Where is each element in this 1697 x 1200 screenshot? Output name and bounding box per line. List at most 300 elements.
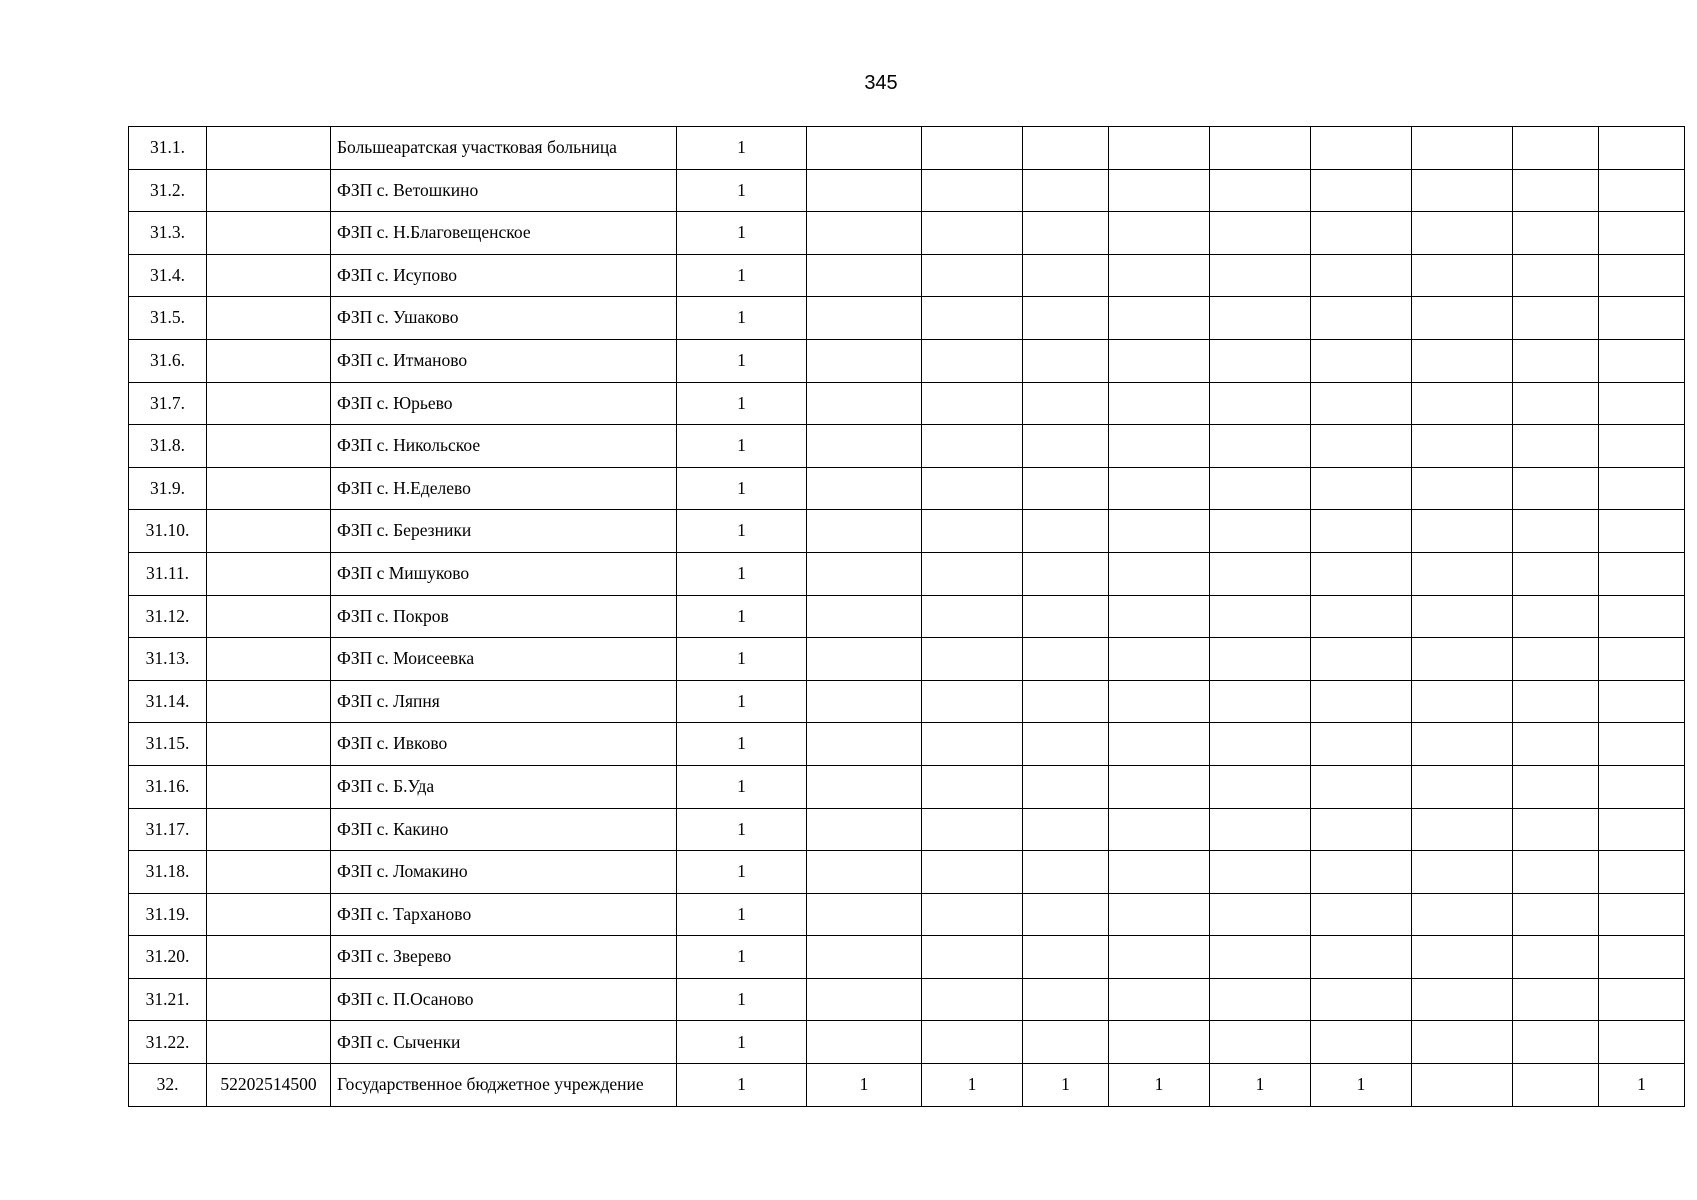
code-cell (207, 297, 331, 340)
value-cell (1513, 893, 1599, 936)
value-cell (1311, 467, 1412, 510)
value-cell (1023, 1021, 1109, 1064)
value-cell (1023, 638, 1109, 681)
value-cell (1109, 723, 1210, 766)
value-cell (922, 765, 1023, 808)
value-cell (1023, 425, 1109, 468)
value-cell (807, 552, 922, 595)
value-cell (1210, 1021, 1311, 1064)
row-number-cell: 31.18. (129, 851, 207, 894)
value-cell (1311, 1021, 1412, 1064)
value-cell (922, 893, 1023, 936)
row-number-cell: 31.4. (129, 254, 207, 297)
value-cell (807, 382, 922, 425)
value-cell (807, 212, 922, 255)
row-number-cell: 32. (129, 1064, 207, 1107)
name-cell: ФЗП с. Итманово (331, 339, 677, 382)
value-cell (922, 680, 1023, 723)
table-row (129, 127, 1697, 170)
value-cell (1599, 851, 1685, 894)
value-cell (1311, 425, 1412, 468)
value-cell: 1 (677, 638, 807, 681)
value-cell (1599, 339, 1685, 382)
row-number-cell: 31.9. (129, 467, 207, 510)
value-cell (1311, 893, 1412, 936)
value-cell: 1 (677, 127, 807, 170)
value-cell (1109, 765, 1210, 808)
name-cell: ФЗП с. Сыченки (331, 1021, 677, 1064)
value-cell (807, 254, 922, 297)
code-cell (207, 552, 331, 595)
value-cell (922, 1021, 1023, 1064)
value-cell (1311, 254, 1412, 297)
value-cell (807, 638, 922, 681)
value-cell (1210, 127, 1311, 170)
table-row (129, 339, 1697, 382)
table-row (129, 765, 1697, 808)
value-cell (1599, 978, 1685, 1021)
row-number-cell: 31.20. (129, 936, 207, 979)
table-row (129, 893, 1697, 936)
value-cell (1513, 169, 1599, 212)
value-cell (1023, 382, 1109, 425)
value-cell: 1 (1599, 1064, 1685, 1107)
value-cell (1412, 936, 1513, 979)
value-cell (1023, 510, 1109, 553)
value-cell (1513, 808, 1599, 851)
value-cell: 1 (677, 1064, 807, 1107)
value-cell (1109, 851, 1210, 894)
name-cell: ФЗП с. Ветошкино (331, 169, 677, 212)
value-cell (1513, 382, 1599, 425)
value-cell (807, 467, 922, 510)
value-cell (922, 978, 1023, 1021)
value-cell (807, 127, 922, 170)
value-cell (1311, 638, 1412, 681)
row-number-cell: 31.11. (129, 552, 207, 595)
value-cell (807, 339, 922, 382)
table-row (129, 1064, 1697, 1107)
code-cell (207, 212, 331, 255)
value-cell (1023, 680, 1109, 723)
row-number-cell: 31.14. (129, 680, 207, 723)
value-cell (922, 808, 1023, 851)
table-row (129, 638, 1697, 681)
code-cell (207, 339, 331, 382)
name-cell: ФЗП с. Ляпня (331, 680, 677, 723)
page-number: 345 (864, 72, 898, 94)
name-cell: ФЗП с. Н.Благовещенское (331, 212, 677, 255)
value-cell (1513, 1021, 1599, 1064)
table-row (129, 978, 1697, 1021)
value-cell (1109, 467, 1210, 510)
name-cell: ФЗП с. Березники (331, 510, 677, 553)
table-row (129, 467, 1697, 510)
value-cell: 1 (677, 552, 807, 595)
table-row (129, 851, 1697, 894)
value-cell (1023, 254, 1109, 297)
row-number-cell: 31.10. (129, 510, 207, 553)
value-cell (1210, 936, 1311, 979)
value-cell: 1 (677, 765, 807, 808)
value-cell (1210, 212, 1311, 255)
value-cell (1599, 723, 1685, 766)
value-cell (1210, 467, 1311, 510)
value-cell (1311, 851, 1412, 894)
value-cell (807, 297, 922, 340)
table-row (129, 510, 1697, 553)
table-row (129, 595, 1697, 638)
value-cell (807, 510, 922, 553)
value-cell (922, 212, 1023, 255)
value-cell (922, 297, 1023, 340)
value-cell (1412, 552, 1513, 595)
value-cell (1210, 893, 1311, 936)
value-cell (1599, 297, 1685, 340)
value-cell: 1 (677, 1021, 807, 1064)
table-row (129, 297, 1697, 340)
row-number-cell: 31.5. (129, 297, 207, 340)
value-cell (1023, 212, 1109, 255)
code-cell (207, 1021, 331, 1064)
value-cell (1412, 254, 1513, 297)
value-cell (1023, 297, 1109, 340)
value-cell (1599, 595, 1685, 638)
value-cell: 1 (677, 382, 807, 425)
value-cell: 1 (1210, 1064, 1311, 1107)
name-cell: ФЗП с. Ушаково (331, 297, 677, 340)
value-cell (1412, 638, 1513, 681)
value-cell (1412, 425, 1513, 468)
value-cell (922, 595, 1023, 638)
value-cell (1599, 893, 1685, 936)
value-cell (1023, 893, 1109, 936)
value-cell (1109, 1021, 1210, 1064)
data-table (128, 126, 1697, 1107)
value-cell (1599, 1021, 1685, 1064)
row-number-cell: 31.8. (129, 425, 207, 468)
value-cell (922, 851, 1023, 894)
table-row (129, 723, 1697, 766)
code-cell (207, 382, 331, 425)
value-cell (1412, 382, 1513, 425)
value-cell: 1 (677, 254, 807, 297)
row-number-cell: 31.19. (129, 893, 207, 936)
value-cell: 1 (677, 425, 807, 468)
value-cell (1412, 595, 1513, 638)
table-row (129, 169, 1697, 212)
value-cell (1109, 382, 1210, 425)
value-cell (1599, 425, 1685, 468)
value-cell (1210, 425, 1311, 468)
value-cell (1210, 680, 1311, 723)
value-cell (1412, 1021, 1513, 1064)
row-number-cell: 31.12. (129, 595, 207, 638)
value-cell (1109, 297, 1210, 340)
code-cell (207, 169, 331, 212)
code-cell (207, 425, 331, 468)
value-cell (1023, 936, 1109, 979)
value-cell (1412, 978, 1513, 1021)
table-row (129, 680, 1697, 723)
value-cell (1513, 339, 1599, 382)
value-cell (1412, 467, 1513, 510)
value-cell (922, 552, 1023, 595)
value-cell (1109, 680, 1210, 723)
value-cell (1412, 510, 1513, 553)
value-cell (1513, 212, 1599, 255)
value-cell (1412, 723, 1513, 766)
value-cell (1513, 254, 1599, 297)
code-cell (207, 680, 331, 723)
row-number-cell: 31.6. (129, 339, 207, 382)
row-number-cell: 31.7. (129, 382, 207, 425)
value-cell (1311, 723, 1412, 766)
value-cell (1210, 978, 1311, 1021)
value-cell (922, 936, 1023, 979)
value-cell (922, 467, 1023, 510)
value-cell: 1 (1023, 1064, 1109, 1107)
value-cell: 1 (677, 808, 807, 851)
value-cell (1311, 936, 1412, 979)
value-cell (1513, 680, 1599, 723)
value-cell (807, 765, 922, 808)
value-cell (807, 936, 922, 979)
value-cell (1412, 339, 1513, 382)
value-cell: 1 (677, 595, 807, 638)
row-number-cell: 31.16. (129, 765, 207, 808)
value-cell (1311, 212, 1412, 255)
code-cell (207, 254, 331, 297)
code-cell (207, 127, 331, 170)
value-cell (922, 425, 1023, 468)
name-cell: ФЗП с. Зверево (331, 936, 677, 979)
value-cell (807, 978, 922, 1021)
value-cell (922, 127, 1023, 170)
value-cell (1109, 595, 1210, 638)
name-cell: ФЗП с. Н.Еделево (331, 467, 677, 510)
value-cell (1109, 893, 1210, 936)
name-cell: ФЗП с. Никольское (331, 425, 677, 468)
value-cell (1311, 595, 1412, 638)
value-cell (1109, 638, 1210, 681)
value-cell (1412, 297, 1513, 340)
value-cell: 1 (677, 297, 807, 340)
value-cell: 1 (922, 1064, 1023, 1107)
value-cell (922, 169, 1023, 212)
value-cell: 1 (1109, 1064, 1210, 1107)
value-cell (1023, 467, 1109, 510)
value-cell (1513, 425, 1599, 468)
value-cell (1210, 638, 1311, 681)
value-cell (1513, 723, 1599, 766)
value-cell (1210, 552, 1311, 595)
value-cell (1599, 169, 1685, 212)
value-cell (1599, 212, 1685, 255)
value-cell (1599, 680, 1685, 723)
name-cell: ФЗП с. Покров (331, 595, 677, 638)
value-cell (1412, 212, 1513, 255)
value-cell (1599, 936, 1685, 979)
value-cell (1109, 169, 1210, 212)
table-row (129, 808, 1697, 851)
name-cell: ФЗП с. Ивково (331, 723, 677, 766)
table-row (129, 254, 1697, 297)
value-cell (1210, 169, 1311, 212)
name-cell: ФЗП с. Тарханово (331, 893, 677, 936)
value-cell (1109, 339, 1210, 382)
value-cell (1109, 127, 1210, 170)
value-cell: 1 (677, 851, 807, 894)
value-cell (1109, 254, 1210, 297)
value-cell (807, 808, 922, 851)
value-cell (1311, 510, 1412, 553)
value-cell (1311, 127, 1412, 170)
code-cell (207, 510, 331, 553)
value-cell (922, 339, 1023, 382)
code-cell (207, 851, 331, 894)
value-cell (922, 638, 1023, 681)
value-cell (807, 425, 922, 468)
value-cell (1513, 936, 1599, 979)
code-cell (207, 765, 331, 808)
value-cell (1599, 254, 1685, 297)
value-cell (1023, 765, 1109, 808)
value-cell (1513, 765, 1599, 808)
name-cell: ФЗП с. Моисеевка (331, 638, 677, 681)
value-cell (1210, 851, 1311, 894)
value-cell (1599, 382, 1685, 425)
value-cell (1023, 127, 1109, 170)
value-cell (1513, 127, 1599, 170)
value-cell (922, 382, 1023, 425)
row-number-cell: 31.22. (129, 1021, 207, 1064)
name-cell: ФЗП с. Исупово (331, 254, 677, 297)
value-cell: 1 (677, 339, 807, 382)
value-cell (1210, 595, 1311, 638)
value-cell: 1 (677, 212, 807, 255)
value-cell (1311, 765, 1412, 808)
value-cell (1023, 978, 1109, 1021)
value-cell (1210, 808, 1311, 851)
value-cell (1311, 552, 1412, 595)
value-cell (1109, 552, 1210, 595)
value-cell (1210, 339, 1311, 382)
value-cell: 1 (677, 723, 807, 766)
value-cell (1513, 552, 1599, 595)
value-cell: 1 (677, 893, 807, 936)
row-number-cell: 31.21. (129, 978, 207, 1021)
row-number-cell: 31.1. (129, 127, 207, 170)
value-cell (922, 723, 1023, 766)
value-cell: 1 (677, 680, 807, 723)
row-number-cell: 31.2. (129, 169, 207, 212)
value-cell (1109, 808, 1210, 851)
value-cell (1412, 169, 1513, 212)
value-cell (1311, 297, 1412, 340)
value-cell (1311, 978, 1412, 1021)
value-cell (1412, 893, 1513, 936)
value-cell (1210, 510, 1311, 553)
value-cell (1599, 467, 1685, 510)
value-cell (807, 1021, 922, 1064)
value-cell (807, 680, 922, 723)
value-cell (1513, 851, 1599, 894)
value-cell: 1 (677, 510, 807, 553)
value-cell (1109, 936, 1210, 979)
table-row (129, 552, 1697, 595)
value-cell (1311, 808, 1412, 851)
value-cell (1513, 978, 1599, 1021)
value-cell: 1 (807, 1064, 922, 1107)
name-cell: ФЗП с. Ломакино (331, 851, 677, 894)
value-cell (1412, 808, 1513, 851)
row-number-cell: 31.15. (129, 723, 207, 766)
table-row (129, 936, 1697, 979)
value-cell (1109, 212, 1210, 255)
value-cell (1513, 1064, 1599, 1107)
value-cell (807, 595, 922, 638)
value-cell (1311, 680, 1412, 723)
code-cell (207, 723, 331, 766)
row-number-cell: 31.3. (129, 212, 207, 255)
value-cell (1210, 297, 1311, 340)
name-cell: ФЗП с. Б.Уда (331, 765, 677, 808)
code-cell (207, 467, 331, 510)
value-cell (1412, 680, 1513, 723)
value-cell: 1 (677, 467, 807, 510)
value-cell (1311, 339, 1412, 382)
value-cell (1023, 851, 1109, 894)
value-cell (922, 254, 1023, 297)
value-cell (1599, 552, 1685, 595)
row-number-cell: 31.17. (129, 808, 207, 851)
value-cell (1513, 297, 1599, 340)
value-cell (1311, 169, 1412, 212)
value-cell (807, 723, 922, 766)
value-cell (1599, 765, 1685, 808)
value-cell: 1 (677, 936, 807, 979)
value-cell (1599, 127, 1685, 170)
value-cell (1599, 808, 1685, 851)
value-cell (1311, 382, 1412, 425)
value-cell (1109, 425, 1210, 468)
code-cell (207, 893, 331, 936)
name-cell: ФЗП с. Юрьево (331, 382, 677, 425)
name-cell: Государственное бюджетное учреждение (331, 1064, 677, 1107)
row-number-cell: 31.13. (129, 638, 207, 681)
value-cell (922, 510, 1023, 553)
code-cell (207, 595, 331, 638)
value-cell (1412, 765, 1513, 808)
value-cell (1109, 978, 1210, 1021)
value-cell: 1 (677, 978, 807, 1021)
code-cell (207, 638, 331, 681)
value-cell (1023, 808, 1109, 851)
name-cell: ФЗП с. Какино (331, 808, 677, 851)
table-row (129, 425, 1697, 468)
value-cell (1210, 765, 1311, 808)
value-cell (1023, 723, 1109, 766)
value-cell (1023, 552, 1109, 595)
value-cell (1513, 595, 1599, 638)
code-cell (207, 936, 331, 979)
value-cell (1023, 595, 1109, 638)
value-cell (1023, 169, 1109, 212)
value-cell (807, 851, 922, 894)
table-row (129, 212, 1697, 255)
value-cell (1412, 127, 1513, 170)
